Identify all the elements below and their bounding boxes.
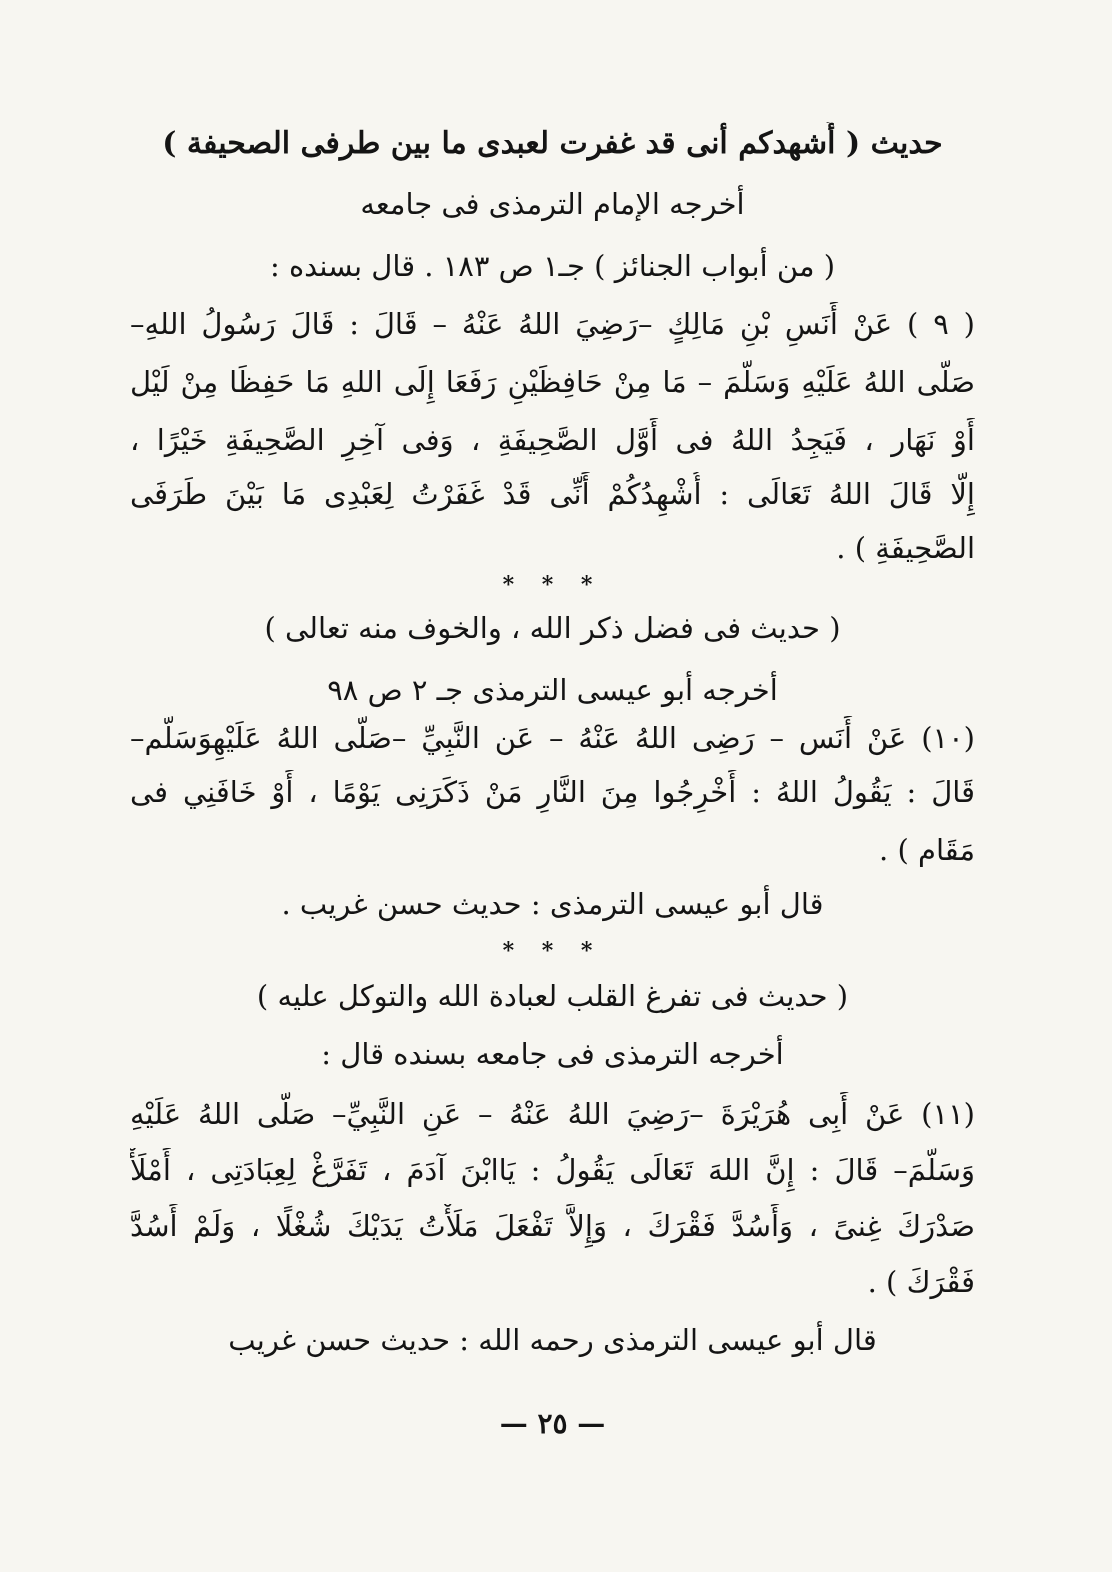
separator-1: * * *	[502, 572, 603, 598]
document-page	[130, 112, 975, 1532]
hadith-9-line-2: صَلَّى اللهُ عَلَيْهِ وَسَلَّمَ – مَا مِنْ حَافِظَيْنِ رَفَعَا إِلَى اللهِ مَا حَفِظَا مِنْ لَيْل	[130, 365, 975, 399]
hadith-9-line-5: الصَّحِيفَةِ ) .	[836, 531, 975, 565]
hadith-11-line-4: فَقْرَكَ ) .	[867, 1265, 975, 1299]
section2-grade: قال أبو عيسى الترمذى : حديث حسن غريب .	[281, 887, 824, 921]
hadith-9-line-1: ( ٩ ) عَنْ أَنَسِ بْنِ مَالِكٍ –رَضِيَ اللهُ عَنْهُ – قَالَ : قَالَ رَسُولُ اللهِ–	[130, 307, 975, 341]
section2-source: أخرجه أبو عيسى الترمذى جـ ٢ ص ٩٨	[327, 673, 778, 707]
section3-source: أخرجه الترمذى فى جامعه بسنده قال :	[321, 1037, 784, 1071]
hadith-10-line-3: مَقَام ) .	[879, 833, 975, 867]
hadith-10-line-1: (١٠) عَنْ أَنَس – رَضِى اللهُ عَنْهُ – عَن النَّبِيِّ –صَلَّى اللهُ عَلَيْهِوَسَلَّم–	[130, 721, 975, 755]
page-number: — ٢٥ —	[499, 1407, 606, 1440]
hadith-9-line-3: أَوْ نَهَار ، فَيَجِدُ اللهُ فى أَوَّل الصَّحِيفَةِ ، وَفى آخِرِ الصَّحِيفَةِ خَيْرًا ،	[130, 423, 975, 457]
section3-title: ( حديث فى تفرغ القلب لعبادة الله والتوكل عليه )	[256, 979, 849, 1013]
section2-title: ( حديث فى فضل ذكر الله ، والخوف منه تعالى )	[264, 611, 841, 645]
section1-title: حديث ( أُشهدكم أنى قد غفرت لعبدى ما بين طرفى الصحيفة )	[162, 126, 943, 161]
hadith-10-line-2: قَالَ : يَقُولُ اللهُ : أَخْرِجُوا مِنَ النَّارِ مَنْ ذَكَرَنِى يَوْمًا ، أَوْ خَافَنِي فى	[130, 775, 975, 809]
section1-reference: ( من أبواب الجنائز ) جـ١ ص ١٨٣ . قال بسنده :	[269, 249, 836, 283]
hadith-11-line-3: صَدْرَكَ غِنىً ، وَأَسُدَّ فَقْرَكَ ، وَإِلاَّ تَفْعَلَ مَلَأْتُ يَدَيْكَ شُغْلًا ، وَلَمْ أَسُدَّ	[130, 1209, 975, 1243]
hadith-11-line-2: وَسَلَّمَ– قَالَ : إِنَّ اللهَ تَعَالَى يَقُولُ : يَاابْنَ آدَمَ ، تَفَرَّغْ لِعِبَادَتِى ، أَمْلَأْ	[130, 1153, 975, 1187]
separator-2: * * *	[502, 938, 603, 964]
section3-grade: قال أبو عيسى الترمذى رحمه الله : حديث حسن غريب	[228, 1323, 877, 1357]
section1-source: أخرجه الإمام الترمذى فى جامعه	[360, 187, 745, 221]
hadith-11-line-1: (١١) عَنْ أَبِى هُرَيْرَةَ –رَضِيَ اللهُ عَنْهُ – عَنِ النَّبِيِّ– صَلَّى اللهُ عَلَيْهِ	[130, 1097, 975, 1131]
hadith-9-line-4: إِلَّا قَالَ اللهُ تَعَالَى : أُشْهِدُكُمْ أَنِّى قَدْ غَفَرْتُ لِعَبْدِى مَا بَيْنَ طَرَفَى	[130, 477, 975, 511]
